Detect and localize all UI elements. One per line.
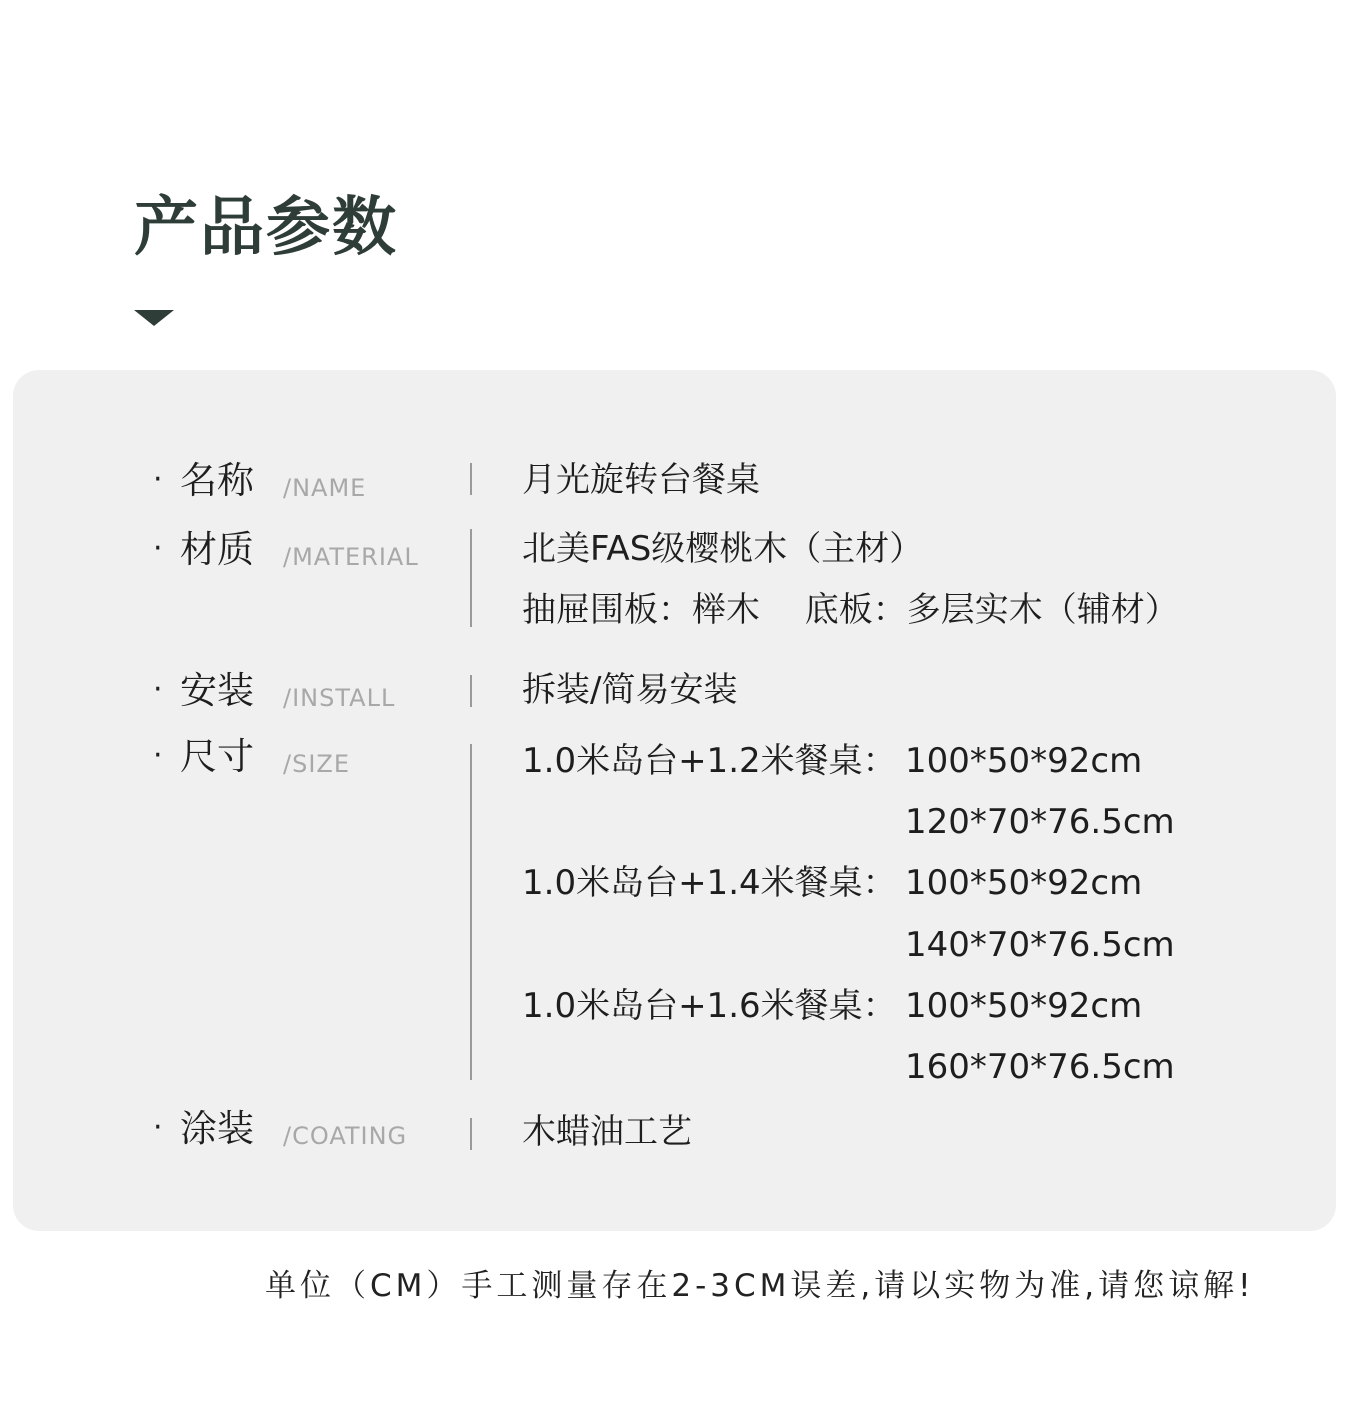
spec-label-install: 安装 <box>180 669 254 712</box>
spec-label-size: 尺寸 <box>180 735 254 778</box>
down-triangle-icon <box>134 310 174 326</box>
measurement-disclaimer: 单位（CM）手工测量存在2-3CM误差,请以实物为准,请您谅解! <box>265 1268 1255 1304</box>
bullet-icon: · <box>153 531 163 566</box>
size-group-label: 1.0米岛台+1.6米餐桌： <box>522 986 897 1026</box>
size-dim-table: 160*70*76.5cm <box>905 1047 1175 1087</box>
spec-label-name: 名称 <box>180 459 254 502</box>
spec-value-coating: 木蜡油工艺 <box>522 1112 692 1152</box>
size-dim-table: 140*70*76.5cm <box>905 925 1175 965</box>
spec-label-en-coating: /COATING <box>283 1122 408 1150</box>
size-dim-island: 100*50*92cm <box>905 986 1143 1026</box>
size-group-label: 1.0米岛台+1.2米餐桌： <box>522 741 897 781</box>
spec-value-name: 月光旋转台餐桌 <box>522 460 760 500</box>
spec-divider <box>470 529 472 627</box>
bullet-icon: · <box>153 672 163 707</box>
spec-label-en-name: /NAME <box>283 474 367 502</box>
spec-label-en-install: /INSTALL <box>283 684 396 712</box>
spec-divider <box>470 463 472 495</box>
size-dim-table: 120*70*76.5cm <box>905 802 1175 842</box>
spec-label-en-material: /MATERIAL <box>283 543 419 571</box>
bullet-icon: · <box>153 462 163 497</box>
bullet-icon: · <box>153 738 163 773</box>
spec-value-install: 拆装/简易安装 <box>522 670 738 710</box>
spec-divider <box>470 1118 472 1150</box>
size-dim-island: 100*50*92cm <box>905 863 1143 903</box>
spec-label-material: 材质 <box>180 528 254 571</box>
size-dim-island: 100*50*92cm <box>905 741 1143 781</box>
spec-label-coating: 涂装 <box>180 1107 254 1150</box>
spec-card <box>13 370 1336 1231</box>
bullet-icon: · <box>153 1110 163 1145</box>
spec-label-en-size: /SIZE <box>283 750 351 778</box>
spec-value-material-aux: 抽屉围板：榉木 底板：多层实木（辅材） <box>522 590 1179 630</box>
spec-value-material-main: 北美FAS级樱桃木（主材） <box>522 529 924 569</box>
page-title: 产品参数 <box>134 191 398 265</box>
spec-divider <box>470 744 472 1080</box>
spec-divider <box>470 675 472 707</box>
size-group-label: 1.0米岛台+1.4米餐桌： <box>522 863 897 903</box>
